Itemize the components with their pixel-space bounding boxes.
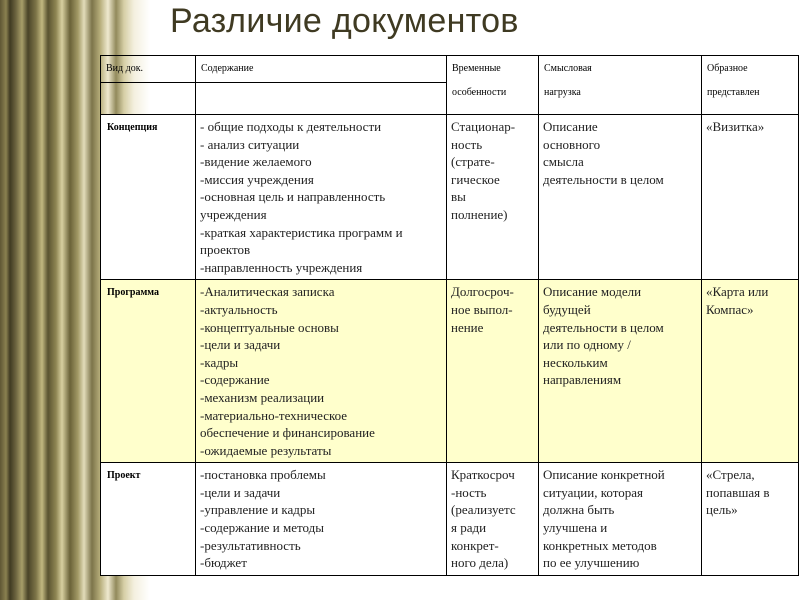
table-header-row (101, 56, 799, 83)
content-line: -видение желаемого (200, 154, 312, 170)
meaning-line: Описание модели (543, 284, 642, 300)
row-label-concept: Концепция (101, 115, 196, 280)
content-line: -цели и задачи (200, 484, 281, 500)
meaning-line: направлениям (543, 372, 622, 388)
time-line: (страте- (451, 154, 495, 170)
content-cell (196, 115, 447, 280)
content-line: -направленность учреждения (200, 259, 363, 275)
content-cell (196, 280, 447, 463)
time-cell (447, 463, 539, 576)
content-line: -ожидаемые результаты (200, 442, 332, 458)
time-line: Долгосроч- (451, 284, 514, 300)
page-title: Различие документов (170, 2, 519, 40)
time-line: Стационар- (451, 119, 516, 134)
meaning-line: улучшена и (543, 520, 608, 536)
content-line: -постановка проблемы (200, 467, 326, 483)
time-line: (реализуетс (451, 502, 516, 518)
header-image-line: Образное (707, 63, 748, 74)
image-cell (702, 463, 799, 576)
content-line: -результативность (200, 537, 301, 553)
meaning-line: деятельности в целом (543, 319, 664, 335)
meaning-line: или по одному / (543, 337, 631, 353)
time-line: ность (451, 136, 483, 152)
content-line: -концептуальные основы (200, 319, 339, 335)
content-line: - общие подходы к деятельности (200, 119, 382, 134)
meaning-cell (539, 280, 702, 463)
header-time (447, 56, 539, 115)
meaning-line: основного (543, 136, 601, 152)
time-line: я ради (451, 520, 487, 536)
image-line: Компас» (706, 301, 754, 317)
table-row (101, 280, 799, 463)
meaning-line: нескольким (543, 354, 608, 370)
time-line: -ность (451, 484, 487, 500)
meaning-line: должна быть (543, 502, 615, 518)
content-line: -содержание и методы (200, 520, 324, 536)
time-line: конкрет- (451, 537, 499, 553)
content-line: -управление и кадры (200, 502, 316, 518)
content-line: - анализ ситуации (200, 136, 300, 152)
time-cell (447, 115, 539, 280)
time-line: полнение) (451, 206, 508, 222)
header-meaning-line: нагрузка (544, 87, 581, 98)
content-line: -актуальность (200, 301, 278, 317)
header-meaning-line: Смысловая (544, 63, 592, 74)
meaning-line: конкретных методов (543, 537, 657, 553)
meaning-line: Описание (543, 119, 598, 134)
header-time-line: Временные (452, 63, 501, 74)
header-content: Содержание (196, 56, 447, 83)
content-line: -Аналитическая записка (200, 284, 335, 300)
header-blank-cell (101, 83, 196, 115)
image-cell (702, 115, 799, 280)
meaning-line: деятельности в целом (543, 171, 664, 187)
meaning-line: Описание конкретной (543, 467, 665, 483)
row-label-project: Проект (101, 463, 196, 576)
header-blank-cell (196, 83, 447, 115)
table-row (101, 115, 799, 280)
comparison-table (100, 55, 799, 576)
content-cell (196, 463, 447, 576)
image-line: «Карта или (706, 284, 769, 300)
time-line: гическое (451, 171, 500, 187)
header-meaning (539, 56, 702, 115)
meaning-line: ситуации, которая (543, 484, 643, 500)
header-time-line: особенности (452, 87, 507, 98)
content-line: -миссия учреждения (200, 171, 314, 187)
content-line: -краткая характеристика программ и проектов (200, 224, 403, 258)
image-cell (702, 280, 799, 463)
content-line: -цели и задачи (200, 337, 281, 353)
time-line: Краткосроч (451, 467, 515, 483)
image-line: «Визитка» (706, 119, 765, 134)
image-line: цель» (706, 502, 738, 518)
meaning-line: будущей (543, 301, 591, 317)
image-line: попавшая в (706, 484, 770, 500)
content-line: -бюджет (200, 555, 247, 571)
image-line: «Стрела, (706, 467, 755, 483)
time-line: вы (451, 189, 466, 205)
header-image-line: представлен (707, 87, 760, 98)
content-line: -материально-техническое (200, 407, 348, 423)
meaning-cell (539, 115, 702, 280)
table-row (101, 463, 799, 576)
time-line: нение (451, 319, 484, 335)
content-line: -основная цель и направленность учреждения (200, 189, 386, 222)
meaning-line: смысла (543, 154, 584, 170)
content-line: -механизм реализации (200, 389, 325, 405)
header-doc-type: Вид док. (101, 56, 196, 83)
time-line: ного дела) (451, 555, 509, 571)
row-label-program: Программа (101, 280, 196, 463)
content-line: обеспечение и финансирование (200, 425, 375, 441)
time-cell (447, 280, 539, 463)
time-line: ное выпол- (451, 301, 513, 317)
content-line: -содержание (200, 372, 270, 388)
meaning-cell (539, 463, 702, 576)
header-image (702, 56, 799, 115)
meaning-line: по ее улучшению (543, 555, 640, 571)
content-line: -кадры (200, 354, 239, 370)
